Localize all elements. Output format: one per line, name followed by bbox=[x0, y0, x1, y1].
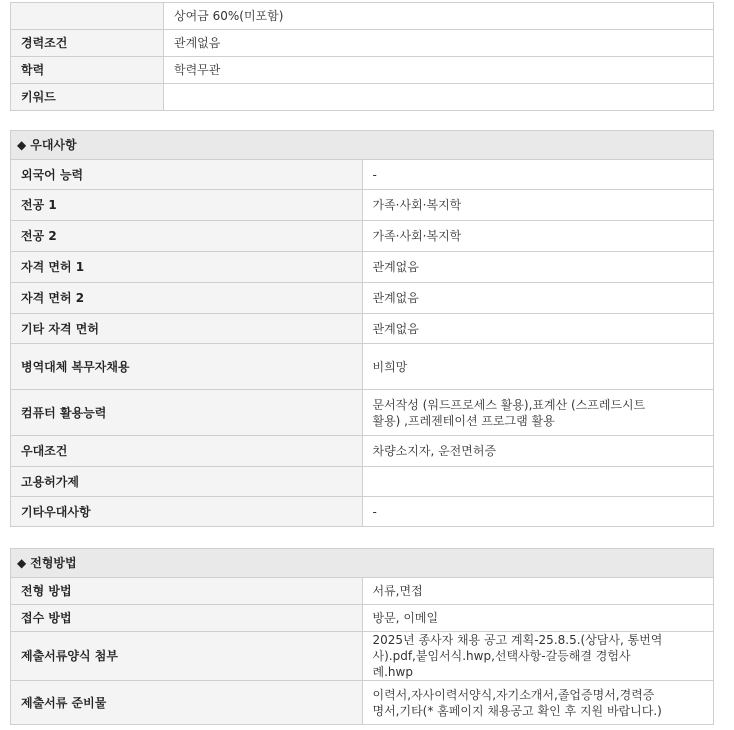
row-label: 경력조건 bbox=[11, 30, 164, 57]
table-row bbox=[11, 314, 714, 344]
attachment-links[interactable]: 2025년 종사자 채용 공고 계획-25.8.5.(상담사, 통번역사).pdf,붙임서식.hwp,선택사항-갈등해결 경험사례.hwp bbox=[362, 632, 714, 681]
section-title: 전형방법 bbox=[30, 556, 77, 570]
row-value bbox=[362, 467, 714, 497]
job-conditions-table bbox=[10, 2, 714, 111]
row-value: 문서작성 (워드프로세스 활용),표계산 (스프레드시트 활용) ,프레젠테이션 프로그램 활용 bbox=[362, 390, 714, 436]
row-value: 가족·사회·복지학 bbox=[362, 190, 714, 221]
row-label: 접수 방법 bbox=[11, 605, 363, 632]
row-label: 병역대체 복무자채용 bbox=[11, 344, 363, 390]
table-row bbox=[11, 57, 714, 84]
table-row bbox=[11, 160, 714, 190]
row-label: 전공 1 bbox=[11, 190, 363, 221]
table-row bbox=[11, 578, 714, 605]
row-value: 학력무관 bbox=[164, 57, 714, 84]
row-label bbox=[11, 3, 164, 30]
row-value: 상여금 60%(미포함) bbox=[164, 3, 714, 30]
row-value: 서류,면접 bbox=[362, 578, 714, 605]
row-value: 차량소지자, 운전면허증 bbox=[362, 436, 714, 467]
table-row bbox=[11, 30, 714, 57]
diamond-icon: ◆ bbox=[17, 138, 27, 152]
table-row bbox=[11, 221, 714, 252]
row-value: 관계없음 bbox=[164, 30, 714, 57]
row-label: 자격 면허 2 bbox=[11, 283, 363, 314]
row-value: 방문, 이메일 bbox=[362, 605, 714, 632]
section-title: 우대사항 bbox=[30, 138, 77, 152]
table-row bbox=[11, 632, 714, 681]
row-value: 관계없음 bbox=[362, 314, 714, 344]
row-label: 우대조건 bbox=[11, 436, 363, 467]
table-row bbox=[11, 3, 714, 30]
table-row bbox=[11, 283, 714, 314]
row-value bbox=[164, 84, 714, 111]
table-row bbox=[11, 252, 714, 283]
row-label: 컴퓨터 활용능력 bbox=[11, 390, 363, 436]
row-label: 고용허가제 bbox=[11, 467, 363, 497]
selection-method-table bbox=[10, 548, 714, 725]
row-value: 이력서,자사이력서양식,자기소개서,졸업증명서,경력증명서,기타(* 홈페이지 채용공고 확인 후 지원 바랍니다.) bbox=[362, 681, 714, 725]
row-label: 자격 면허 1 bbox=[11, 252, 363, 283]
section-header bbox=[11, 549, 714, 578]
table-row bbox=[11, 344, 714, 390]
row-label: 외국어 능력 bbox=[11, 160, 363, 190]
table-row bbox=[11, 390, 714, 436]
row-value: - bbox=[362, 160, 714, 190]
row-label: 제출서류양식 첨부 bbox=[11, 632, 363, 681]
row-value: 가족·사회·복지학 bbox=[362, 221, 714, 252]
table-row bbox=[11, 84, 714, 111]
row-value: 비희망 bbox=[362, 344, 714, 390]
row-value: - bbox=[362, 497, 714, 527]
row-label: 전공 2 bbox=[11, 221, 363, 252]
table-row bbox=[11, 497, 714, 527]
row-label: 전형 방법 bbox=[11, 578, 363, 605]
row-label: 기타우대사항 bbox=[11, 497, 363, 527]
row-label: 학력 bbox=[11, 57, 164, 84]
preferences-table bbox=[10, 130, 714, 527]
table-row bbox=[11, 467, 714, 497]
table-row bbox=[11, 190, 714, 221]
diamond-icon: ◆ bbox=[17, 556, 27, 570]
row-label: 키워드 bbox=[11, 84, 164, 111]
table-row bbox=[11, 436, 714, 467]
row-value: 관계없음 bbox=[362, 283, 714, 314]
row-value: 관계없음 bbox=[362, 252, 714, 283]
table-row bbox=[11, 605, 714, 632]
row-label: 제출서류 준비물 bbox=[11, 681, 363, 725]
section-header bbox=[11, 131, 714, 160]
table-row bbox=[11, 681, 714, 725]
row-label: 기타 자격 면허 bbox=[11, 314, 363, 344]
